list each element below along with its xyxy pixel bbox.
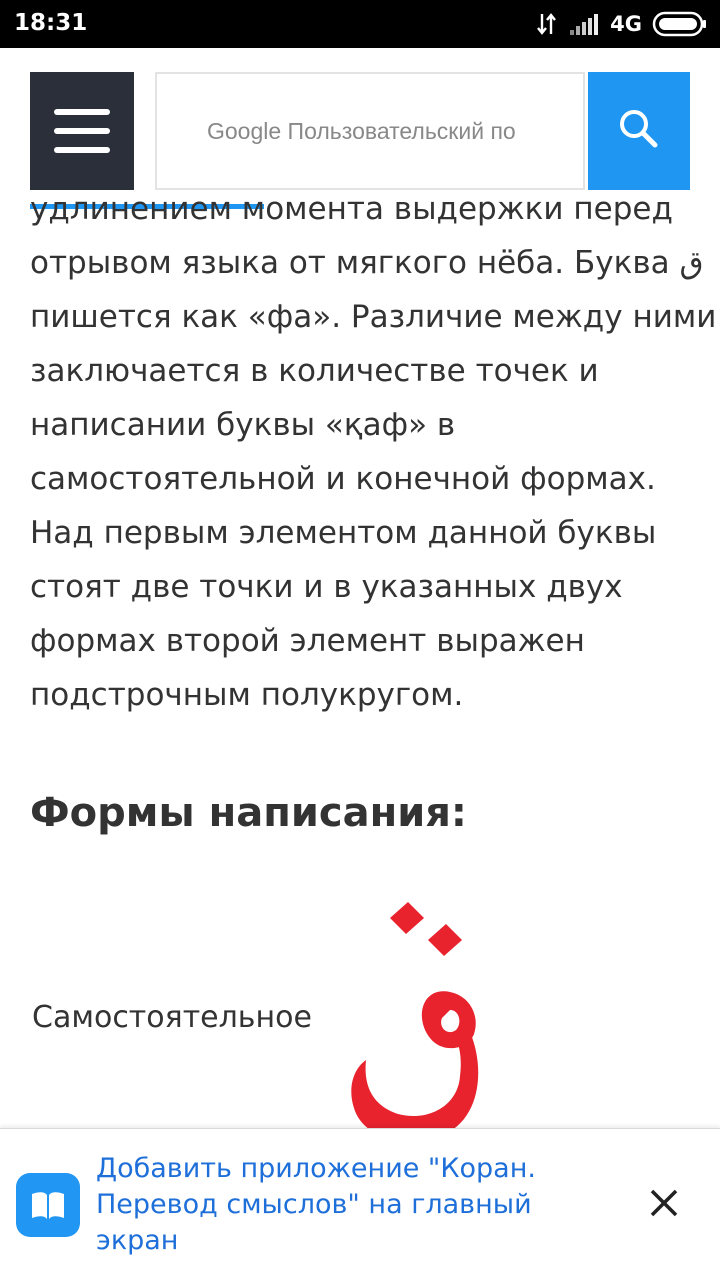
text-line: самостоятельной и конечной формах. xyxy=(30,461,656,497)
status-time: 18:31 xyxy=(14,10,88,36)
qaf-letter-image xyxy=(310,900,510,1150)
article-content xyxy=(30,191,717,1128)
text-line: стоят две точки и в указанных двух xyxy=(30,569,623,605)
form-label-isolated: Самостоятельное xyxy=(32,1000,312,1035)
article-paragraph xyxy=(30,182,717,722)
banner-line: Добавить приложение "Коран. xyxy=(96,1153,536,1184)
text-line: удлинением момента выдержки перед xyxy=(30,191,673,227)
text-line: пишется как «фа». Различие между ними xyxy=(30,299,717,335)
text-line-with-letter xyxy=(30,236,704,290)
search-icon xyxy=(617,107,661,155)
status-bar xyxy=(0,0,720,48)
text-line: подстрочным полукругом. xyxy=(30,677,464,713)
text-line: написании буквы «қаф» в xyxy=(30,407,456,443)
banner-line: Перевод смыслов" на главный xyxy=(96,1189,532,1220)
signal-icon xyxy=(568,12,600,36)
close-icon xyxy=(649,1188,679,1222)
forms-heading: Формы написания: xyxy=(30,790,467,836)
text-line: формах второй элемент выражен xyxy=(30,623,585,659)
search-button[interactable] xyxy=(588,72,690,190)
text-line: Над первым элементом данной буквы xyxy=(30,515,657,551)
data-transfer-icon xyxy=(536,12,558,36)
network-type: 4G xyxy=(610,12,642,36)
battery-icon xyxy=(652,11,708,37)
search-input[interactable] xyxy=(157,74,583,188)
search-box[interactable] xyxy=(155,72,585,190)
banner-line: экран xyxy=(96,1225,179,1256)
inline-arabic-letter: ق xyxy=(679,245,704,281)
status-icons xyxy=(536,8,708,40)
book-app-icon xyxy=(16,1173,80,1237)
add-to-home-banner[interactable] xyxy=(0,1128,720,1281)
banner-close-button[interactable] xyxy=(640,1181,688,1229)
menu-button[interactable] xyxy=(30,72,134,190)
text-line: заключается в количестве точек и xyxy=(30,353,599,389)
text-line: отрывом языка от мягкого нёба. Буква xyxy=(30,245,670,281)
banner-message[interactable] xyxy=(96,1151,596,1259)
